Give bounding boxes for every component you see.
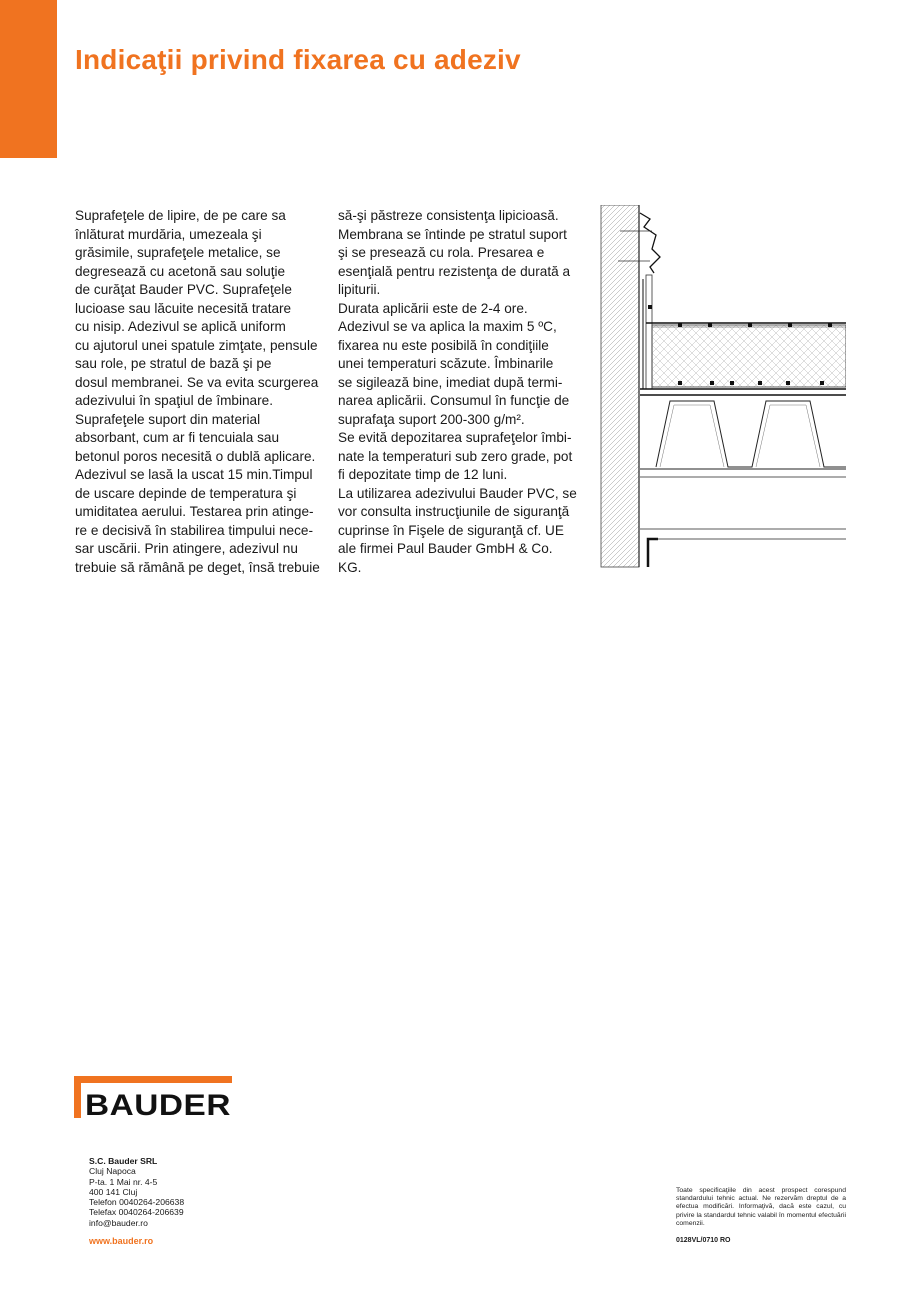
body-text-line: umiditatea aerului. Testarea prin atinge-: [75, 504, 314, 519]
body-text-line: şi se presează cu rola. Presarea e: [338, 245, 545, 260]
body-text-line: să-şi păstreze consistenţa lipicioasă.: [338, 208, 559, 223]
body-text-line: sar uscării. Prin atingere, adezivul nu: [75, 541, 298, 556]
body-text-line: La utilizarea adezivului Bauder PVC, se: [338, 485, 577, 501]
body-text-line: cu nisip. Adezivul se aplică uniform: [75, 319, 286, 334]
website-link[interactable]: www.bauder.ro: [89, 1236, 154, 1246]
address-line: 400 141 Cluj: [89, 1186, 138, 1197]
body-text-line: se sigilează bine, imediat după termi-: [338, 374, 563, 390]
body-text-line: grăsimile, suprafeţele metalice, se: [75, 245, 281, 260]
body-text-line: Suprafeţele de lipire, de pe care sa: [75, 208, 286, 223]
body-text-line: Suprafeţele suport din material: [75, 411, 261, 427]
company-address: [89, 1156, 184, 1228]
body-text-line: Adezivul se va aplica la maxim 5 ºC,: [338, 319, 557, 334]
body-text-line: înlăturat murdăria, umezeala şi: [75, 226, 262, 242]
body-text-line: vor consulta instrucţiunile de siguranţă: [338, 504, 570, 519]
body-text-line: dosul membranei. Se va evita scurgerea: [75, 374, 319, 390]
body-text-line: cu ajutorul unei spatule zimţate, pensule: [75, 337, 318, 353]
body-text-line: fixarea nu este posibilă în condiţiile: [338, 337, 549, 353]
body-text-line: de uscare depinde de temperatura şi: [75, 485, 297, 501]
body-text-line: lucioase sau lăcuite necesită tratare: [75, 300, 292, 316]
email-address: info@bauder.ro: [89, 1217, 148, 1228]
logo-text: BAUDER: [85, 1089, 231, 1120]
insulation-layer: [652, 325, 846, 387]
body-text-line: trebuie să rămână pe deget, însă trebuie: [75, 559, 320, 575]
body-text-line: Durata aplicării este de 2-4 ore.: [338, 300, 528, 316]
body-text-line: betonul poros necesită o dublă aplicare.: [75, 448, 316, 464]
body-text-line: absorbant, cum ar fi tencuiala sau: [75, 430, 280, 445]
body-text-line: esenţială pentru rezistenţa de durată a: [338, 263, 571, 279]
disclaimer: Toate specificaţiile din acest prospect corespund standardului tehnic actual. Ne rezervăm dreptul de a efectua modificări. Informaţivă, dacă este cazul, cu privire la standardul tehnic valabil în momentul efectuării comenzii.: [676, 1187, 846, 1227]
metal-flashing: [640, 213, 660, 273]
orange-corner-tab: [0, 0, 57, 158]
body-text-line: Se evită depozitarea suprafeţelor îmbi-: [338, 430, 572, 445]
wall-hatch: [601, 205, 639, 567]
body-text-line: Adezivul se lasă la uscat 15 min.Timpul: [75, 467, 313, 482]
body-text-line: degresează cu acetonă sau soluţie: [75, 263, 286, 279]
body-text-line: narea aplicării. Consumul în funcţie de: [338, 393, 570, 408]
document-code: 0128VL/0710 RO: [676, 1237, 731, 1244]
address-line: Cluj Napoca: [89, 1166, 136, 1177]
roof-detail-drawing: [600, 205, 846, 569]
body-column-2: [338, 207, 582, 577]
body-text-line: KG.: [338, 559, 362, 575]
body-column-1: [75, 207, 327, 577]
body-text-line: unei temperaturi scăzute. Îmbinarile: [338, 356, 554, 371]
company-name: S.C. Bauder SRL: [89, 1156, 158, 1166]
body-text-line: lipiturii.: [338, 282, 381, 297]
body-text-line: cuprinse în Fişele de siguranţă cf. UE: [338, 522, 564, 538]
body-text-line: nate la temperaturi sub zero grade, pot: [338, 448, 573, 464]
phone-number: Telefon 0040264-206638: [89, 1197, 185, 1208]
body-text-line: adezivului în spaţiul de îmbinare.: [75, 393, 273, 408]
body-text-line: suprafaţa suport 200-300 g/m².: [338, 411, 525, 427]
body-text-line: fi depozitate timp de 12 luni.: [338, 467, 508, 482]
body-text-line: sau role, pe stratul de bază şi pe: [75, 356, 272, 371]
bauder-logo: [74, 1076, 234, 1120]
body-text-line: de curăţat Bauder PVC. Suprafeţele: [75, 282, 292, 297]
body-text-line: ale firmei Paul Bauder GmbH & Co.: [338, 541, 553, 556]
trapezoidal-deck: [656, 401, 846, 467]
fax-number: Telefax 0040264-206639: [89, 1207, 184, 1218]
body-text-line: Membrana se întinde pe stratul suport: [338, 226, 567, 242]
body-text-line: re e decisivă în stabilirea timpului nece-: [75, 522, 314, 538]
page-title: Indicaţii privind fixarea cu adeziv: [75, 44, 521, 75]
address-line: P-ta. 1 Mai nr. 4-5: [89, 1176, 158, 1187]
